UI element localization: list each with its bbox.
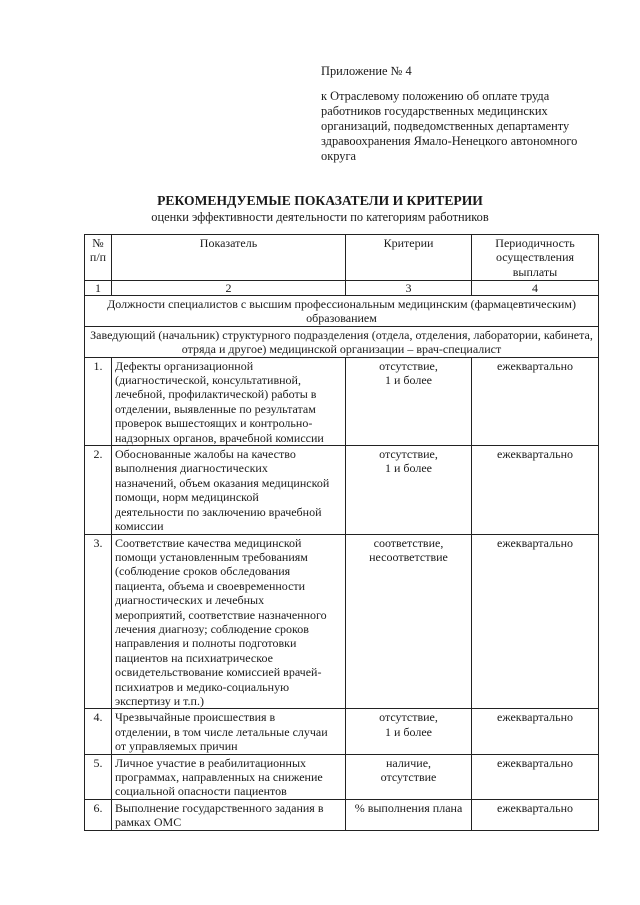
row-periodicity: ежеквартально	[472, 446, 599, 534]
row-criteria	[346, 446, 472, 534]
indicator-line: пациента, объема и своевременности	[115, 578, 306, 593]
indicator-line: отделении, выявленные по результатам	[115, 401, 316, 416]
table-row	[85, 357, 599, 445]
row-periodicity: ежеквартально	[472, 709, 599, 754]
criteria-line: наличие,	[385, 755, 432, 770]
document-subtitle: оценки эффективности деятельности по категориям работников	[151, 210, 489, 224]
column-number: 3	[346, 281, 472, 296]
appendix-line: организаций, подведомственных департаменту	[321, 119, 570, 133]
indicator-line: Соответствие качества медицинской	[115, 535, 302, 550]
indicator-line: комиссии	[115, 519, 164, 534]
indicator-line: Выполнение государственного задания в	[115, 800, 324, 815]
criteria-line: 1 и более	[384, 373, 432, 388]
indicator-line: Личное участие в реабилитационных	[115, 755, 307, 770]
row-periodicity: ежеквартально	[472, 754, 599, 799]
indicator-line: назначений, объем оказания медицинской	[115, 475, 330, 490]
indicator-line: (диагностической, консультативной,	[115, 373, 301, 388]
row-criteria	[346, 799, 472, 830]
criteria-line: отсутствие	[380, 770, 437, 784]
criteria-line: отсутствие,	[379, 710, 438, 725]
header-indicator: Показатель	[112, 235, 346, 281]
row-indicator	[112, 754, 346, 799]
table-row	[85, 534, 599, 709]
appendix-block	[321, 64, 621, 164]
column-number: 2	[112, 281, 346, 296]
column-number: 1	[85, 281, 112, 296]
group-row	[85, 296, 599, 327]
table-row	[85, 754, 599, 799]
row-number: 2.	[85, 446, 112, 534]
column-numbers-row	[85, 281, 599, 296]
indicator-line: пациентов на психиатрическое	[115, 650, 273, 665]
indicator-line: отделении, в том числе летальные случаи	[115, 724, 328, 739]
row-periodicity: ежеквартально	[472, 534, 599, 709]
indicator-line: от управляемых причин	[115, 739, 238, 754]
indicator-line: помощи установленным требованиям	[115, 549, 308, 564]
row-number: 5.	[85, 754, 112, 799]
indicator-line: направления и полноты подготовки	[115, 636, 297, 651]
row-indicator	[112, 534, 346, 709]
row-periodicity: ежеквартально	[472, 799, 599, 830]
indicator-line: социальной опасности пациентов	[115, 784, 287, 799]
criteria-line: % выполнения плана	[354, 800, 463, 815]
table-row	[85, 446, 599, 534]
criteria-line: 1 и более	[384, 724, 432, 739]
indicator-line: (соблюдение сроков обследования	[115, 564, 291, 579]
header-num: № п/п	[85, 235, 112, 281]
indicator-line: рамках ОМС	[115, 815, 182, 830]
row-number: 3.	[85, 534, 112, 709]
indicator-line: психиатров и медико-социальную	[115, 679, 290, 694]
header-criteria: Критерии	[346, 235, 472, 281]
indicator-line: экспертизу и т.п.)	[115, 693, 204, 708]
appendix-title: Приложение № 4	[321, 64, 412, 78]
table-header-row	[85, 235, 599, 281]
group-heading-specialists: Должности специалистов с высшим профессиональным медицинским (фармацевтическим) образованием	[85, 296, 599, 327]
appendix-line: округа	[321, 149, 357, 163]
indicator-line: Чрезвычайные происшествия в	[115, 710, 276, 725]
row-indicator	[112, 709, 346, 754]
table-row	[85, 709, 599, 754]
row-indicator	[112, 799, 346, 830]
row-indicator	[112, 357, 346, 445]
criteria-table	[84, 234, 599, 831]
row-number: 4.	[85, 709, 112, 754]
row-number: 1.	[85, 357, 112, 445]
indicator-line: освидетельствование комиссией врачей-	[115, 665, 322, 680]
indicator-line: деятельности по заключению врачебной	[115, 504, 322, 519]
appendix-line: к Отраслевому положению об оплате труда	[321, 89, 550, 103]
criteria-line: отсутствие,	[379, 358, 438, 373]
column-number: 4	[472, 281, 599, 296]
group-row	[85, 326, 599, 357]
criteria-line: 1 и более	[384, 461, 432, 476]
indicator-line: Обоснованные жалобы на качество	[115, 447, 296, 462]
appendix-line: работников государственных медицинских	[321, 104, 548, 118]
row-criteria	[346, 357, 472, 445]
row-periodicity: ежеквартально	[472, 357, 599, 445]
row-number: 6.	[85, 799, 112, 830]
criteria-line: соответствие,	[373, 535, 444, 550]
group-heading-head-of-department: Заведующий (начальник) структурного подразделения (отдела, отделения, лаборатории, кабинета, отряда и другое) медицинской организации – врач-специалист	[85, 326, 599, 357]
indicator-line: проверок вышестоящих и контрольно-	[115, 416, 313, 431]
table-body	[85, 357, 599, 830]
row-criteria	[346, 709, 472, 754]
indicator-line: выполнения диагностических	[115, 461, 268, 476]
criteria-line: несоответствие	[369, 549, 448, 564]
row-indicator	[112, 446, 346, 534]
document-title: РЕКОМЕНДУЕМЫЕ ПОКАЗАТЕЛИ И КРИТЕРИИ	[157, 193, 483, 208]
appendix-line: здравоохранения Ямало-Ненецкого автономного	[321, 134, 578, 148]
indicator-line: диагностических и лечебных	[115, 593, 265, 608]
document-heading	[0, 193, 640, 225]
header-periodicity: Периодичность осуществления выплаты	[472, 235, 599, 281]
indicator-line: Дефекты организационной	[115, 358, 254, 373]
table-row	[85, 799, 599, 830]
indicator-line: лечебной, профилактической) работы в	[115, 387, 317, 402]
row-criteria	[346, 534, 472, 709]
indicator-line: помощи, норм медицинской	[115, 490, 259, 505]
indicator-line: надзорных органов, врачебной комиссии	[115, 430, 324, 445]
indicator-line: программах, направленных на снижение	[115, 770, 323, 784]
row-criteria	[346, 754, 472, 799]
indicator-line: мероприятий, соответствие назначенного	[115, 607, 327, 622]
criteria-line: отсутствие,	[379, 447, 438, 462]
indicator-line: лечения диагнозу; соблюдение сроков	[115, 621, 309, 636]
